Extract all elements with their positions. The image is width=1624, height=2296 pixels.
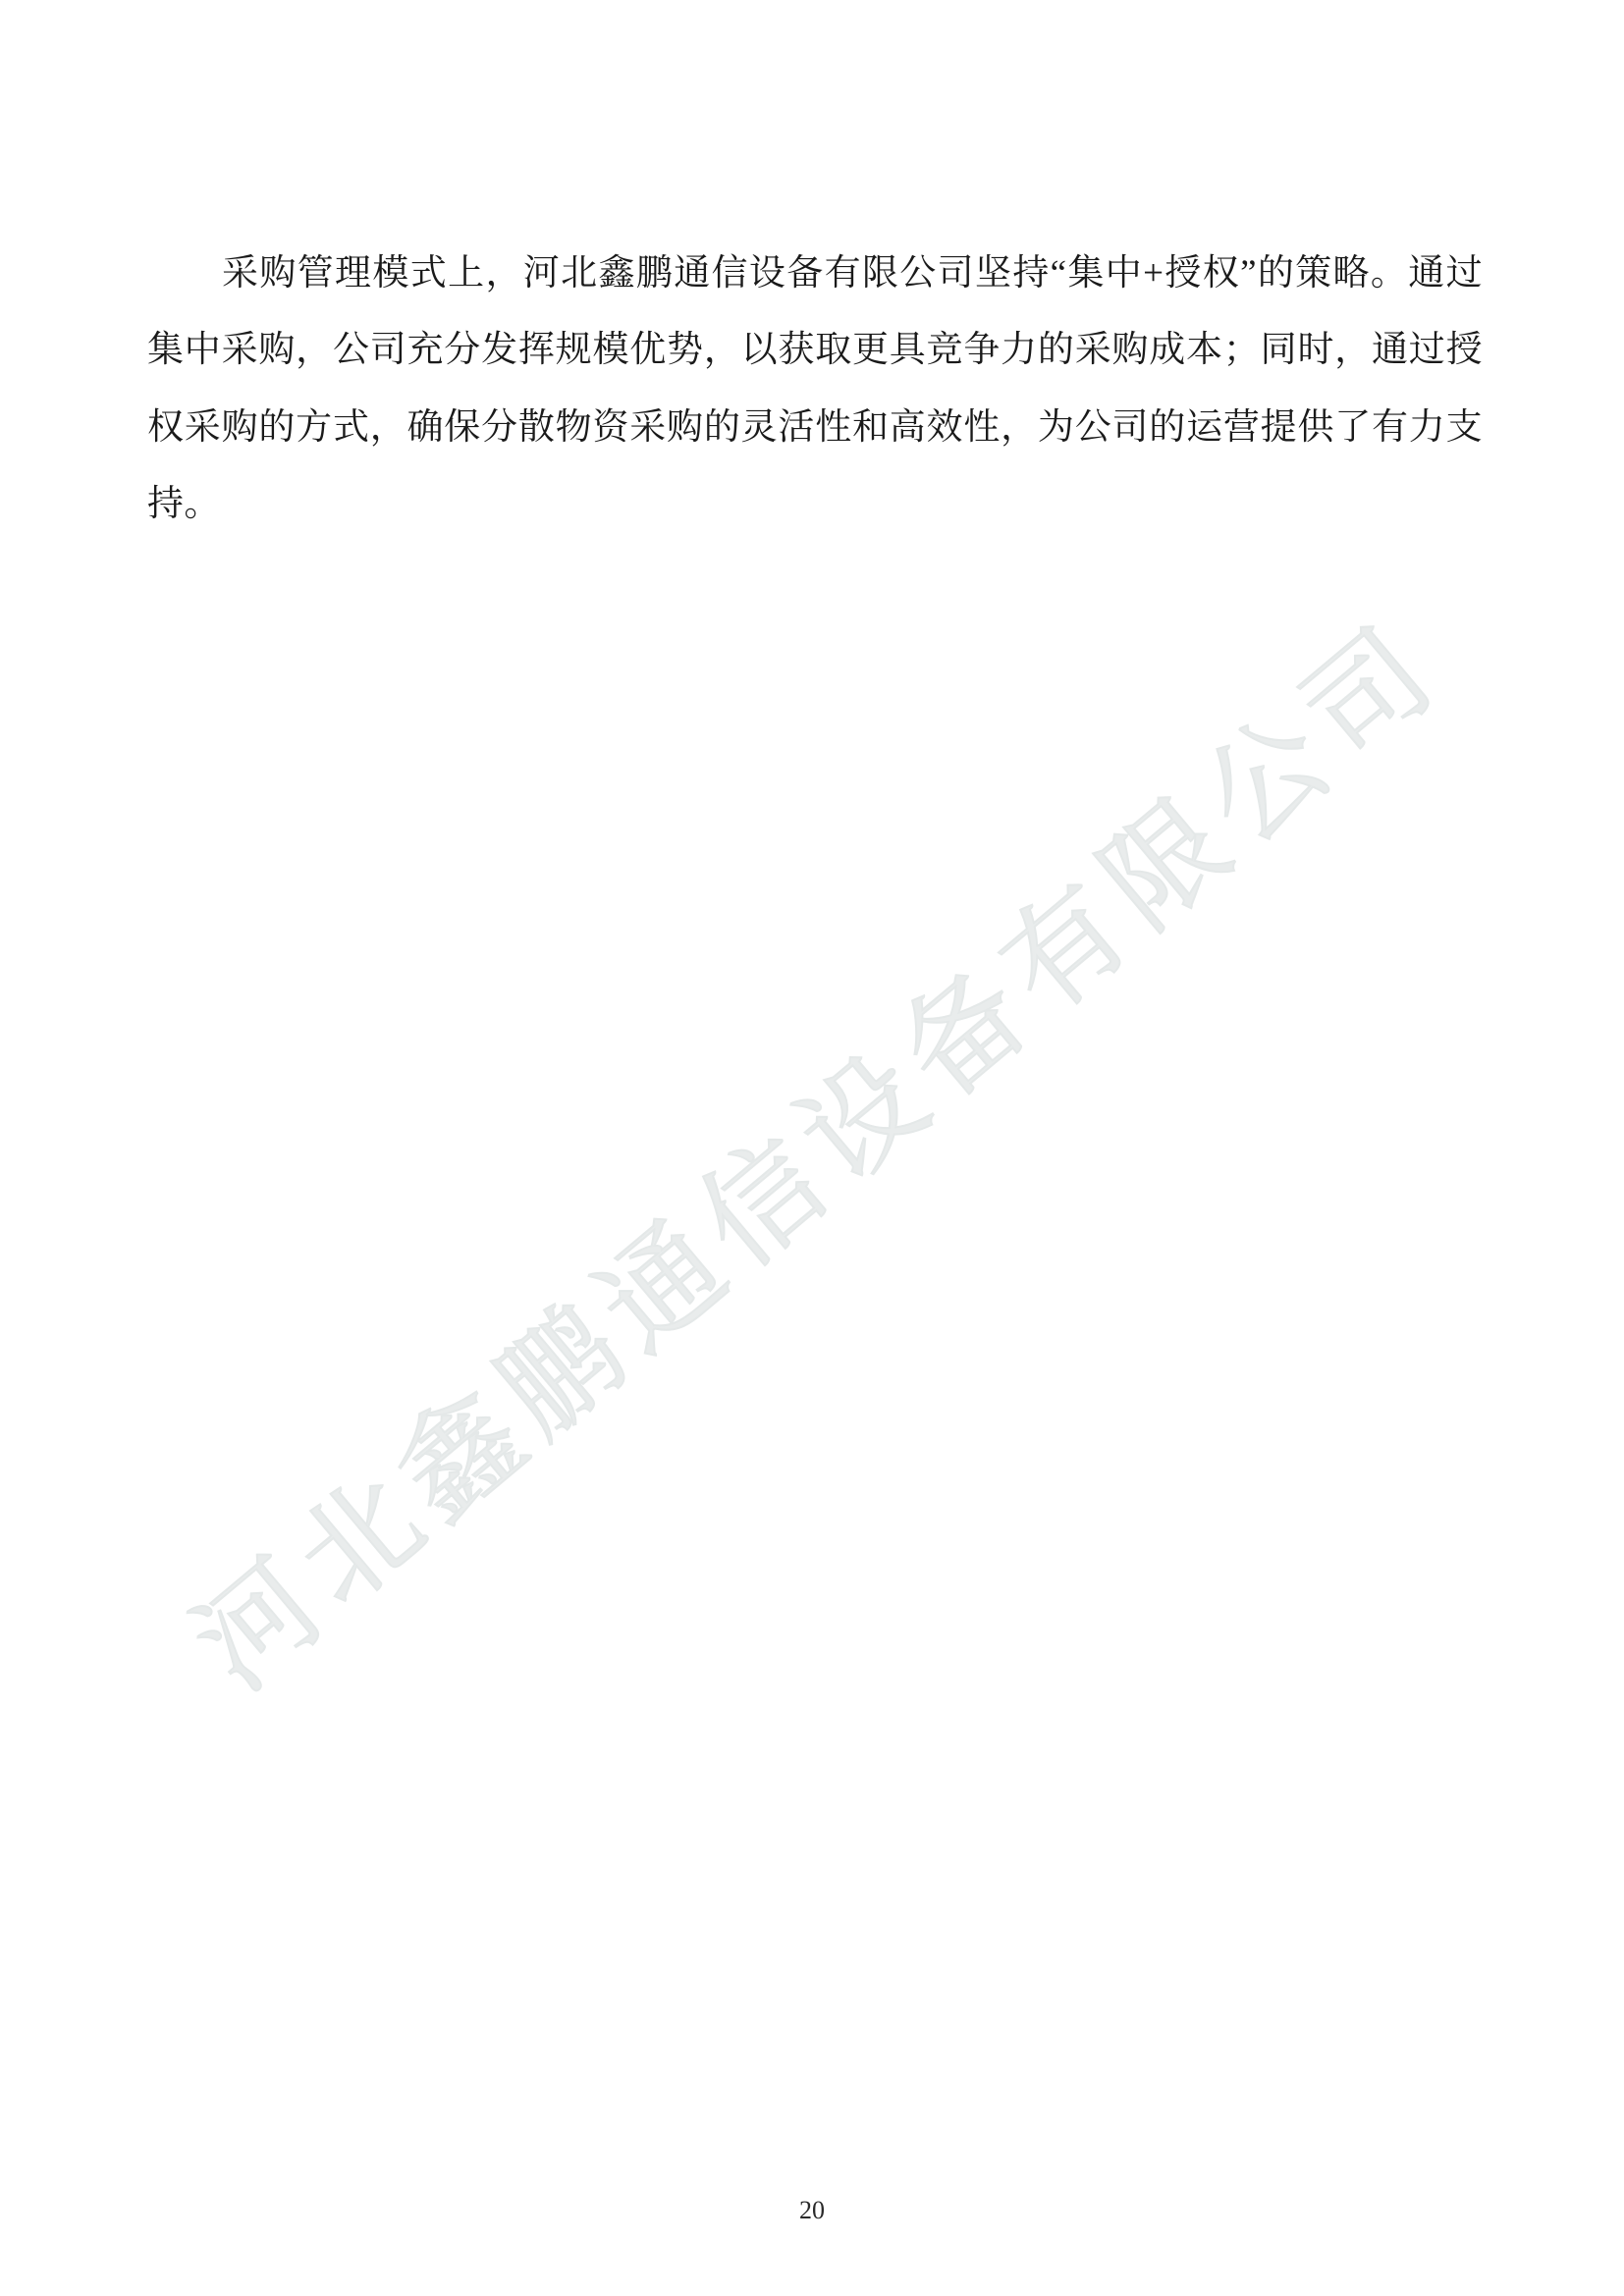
watermark-text: 河北鑫鹏通信设备有限公司 — [172, 598, 1466, 1714]
page-number: 20 — [799, 2196, 825, 2224]
page-footer — [0, 2196, 1624, 2225]
document-body — [147, 236, 1483, 544]
body-paragraph: 采购管理模式上，河北鑫鹏通信设备有限公司坚持“集中+授权”的策略。通过集中采购，公司充分发挥规模优势，以获取更具竞争力的采购成本；同时，通过授权采购的方式，确保分散物资采购的灵活性和高效性，为公司的运营提供了有力支持。 — [147, 253, 1483, 525]
